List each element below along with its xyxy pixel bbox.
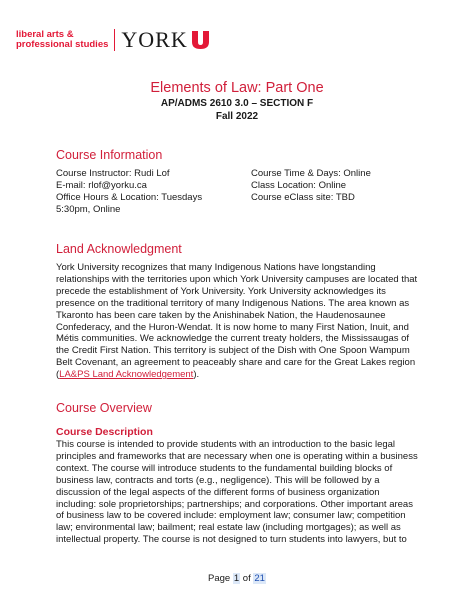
current-page-number: 1 — [233, 573, 240, 584]
course-code: AP/ADMS 2610 3.0 – SECTION F — [160, 98, 314, 109]
paragraph-line: intellectual property. The course is not designed to turn students into lawyers, but to — [56, 534, 407, 546]
logo-divider — [114, 29, 115, 51]
paragraph-line: This course is intended to provide students with an introduction to the basic legal — [56, 439, 396, 450]
paragraph-line: discussion of the legal aspects of the different forms of business organization — [56, 486, 380, 498]
eclass-site: Course eClass site: TBD — [251, 192, 355, 203]
land-acknowledgement-link[interactable]: LA&PS Land Acknowledgement — [59, 369, 194, 381]
paragraph-line: law; environmental law; bailment; real estate law (including mortgages); as well as — [56, 522, 401, 534]
document-title: Elements of Law: Part One — [150, 80, 324, 96]
land-acknowledgment-heading: Land Acknowledgment — [56, 242, 182, 256]
paragraph-line: context. The course will introduce students to the fundamental building blocks of — [56, 462, 393, 474]
course-info-left — [56, 168, 202, 216]
page-label: Page — [208, 573, 231, 584]
paragraph-line: business law, contracts and torts (e.g., negligence). This will be followed by a — [56, 474, 380, 486]
paragraph-line: precede the establishment of York University. York University acknowledges its — [56, 285, 386, 297]
course-info-right — [251, 168, 371, 204]
page-footer — [0, 573, 474, 584]
term: Fall 2022 — [215, 111, 259, 122]
total-pages: 21 — [254, 573, 265, 584]
paragraph-line: principles and frameworks that are necessary when one is operating within a business — [56, 450, 418, 462]
course-description-paragraph — [56, 439, 426, 546]
office-hours-time: 5:30pm, Online — [56, 204, 121, 215]
paragraph-line: the Credit First Nation. This territory is subject of the Dish with One Spoon Wampum — [56, 345, 410, 357]
link-open-paren: ( — [56, 369, 60, 381]
instructor: Course Instructor: Rudi Lof — [56, 168, 170, 179]
paragraph-line: Belt Covenant, an agreement to peaceably share and care for the Great Lakes region — [56, 357, 416, 369]
page-of-label: of — [242, 573, 251, 584]
email: E-mail: rlof@yorku.ca — [56, 180, 147, 191]
office-hours: Office Hours & Location: Tuesdays — [56, 192, 203, 203]
paragraph-line: relationships with the territories upon which York University campuses are located that — [56, 273, 418, 285]
paragraph-line: Confederacy, and the Huron-Wendat. It is now home to many First Nation, Inuit, and — [56, 321, 409, 333]
paragraph-line: of business law to be covered include: employment law; consumer law; competition — [56, 510, 406, 522]
class-location: Class Location: Online — [251, 180, 347, 191]
land-acknowledgment-paragraph — [56, 262, 426, 381]
course-information-heading: Course Information — [56, 148, 163, 162]
faculty-name-line1: liberal arts & — [16, 28, 74, 40]
paragraph-line — [56, 369, 426, 381]
paragraph-line: Tkaronto has been care taken by the Anishinabek Nation, the Haudenosaunee — [56, 309, 386, 321]
faculty-name-line2: professional studies — [16, 39, 109, 50]
course-overview-heading: Course Overview — [56, 401, 152, 415]
york-u-mark-icon — [191, 30, 210, 50]
course-time: Course Time & Days: Online — [251, 168, 371, 179]
faculty-logo — [16, 28, 210, 52]
faculty-name — [16, 30, 108, 51]
course-description-heading: Course Description — [56, 426, 153, 438]
paragraph-line: including: sole proprietorships; partnerships; and corporations. Other important areas — [56, 498, 413, 510]
paragraph-line: presence on the traditional territory of many Indigenous Nations. The area known as — [56, 297, 410, 309]
link-close-paren: ). — [193, 369, 200, 381]
paragraph-line: York University recognizes that many Indigenous Nations have longstanding — [56, 262, 376, 273]
york-wordmark: YORK — [121, 27, 188, 52]
paragraph-line: Métis communities. We acknowledge the current treaty holders, the Mississaugas of — [56, 333, 410, 345]
